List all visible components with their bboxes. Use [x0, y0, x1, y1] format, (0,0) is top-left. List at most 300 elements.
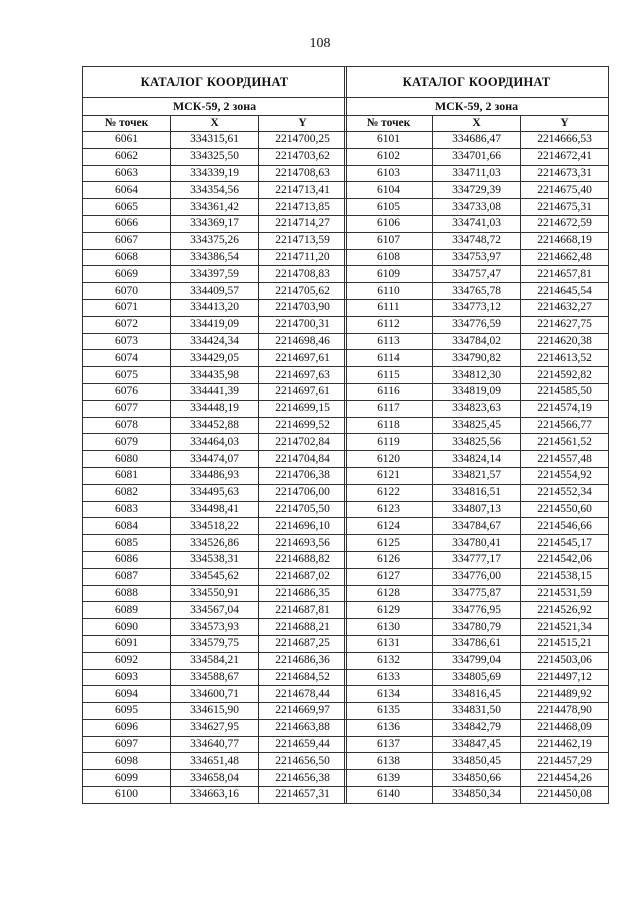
- x-coordinate-cell: 334409,57: [171, 283, 259, 300]
- table-row: [83, 635, 347, 652]
- point-number-cell: 6138: [345, 753, 433, 770]
- point-number-cell: 6090: [83, 619, 171, 636]
- x-coordinate-cell: 334579,75: [171, 635, 259, 652]
- point-number-cell: 6130: [345, 619, 433, 636]
- point-number-cell: 6096: [83, 719, 171, 736]
- table-row: [83, 165, 347, 182]
- x-coordinate-cell: 334474,07: [171, 451, 259, 468]
- x-coordinate-cell: 334775,87: [433, 585, 521, 602]
- y-coordinate-cell: 2214703,62: [259, 148, 347, 165]
- point-number-cell: 6067: [83, 232, 171, 249]
- x-coordinate-cell: 334686,47: [433, 132, 521, 149]
- y-coordinate-cell: 2214659,44: [259, 736, 347, 753]
- point-number-cell: 6135: [345, 703, 433, 720]
- y-coordinate-cell: 2214702,84: [259, 434, 347, 451]
- point-number-cell: 6140: [345, 787, 433, 804]
- point-number-cell: 6129: [345, 602, 433, 619]
- table-row: [83, 199, 347, 216]
- x-coordinate-cell: 334850,34: [433, 787, 521, 804]
- table-row: [345, 551, 609, 568]
- x-coordinate-cell: 334733,08: [433, 199, 521, 216]
- point-number-cell: 6095: [83, 703, 171, 720]
- table-row: [83, 602, 347, 619]
- point-number-cell: 6110: [345, 283, 433, 300]
- y-coordinate-cell: 2214545,17: [521, 535, 609, 552]
- table-row: [83, 652, 347, 669]
- x-coordinate-cell: 334452,88: [171, 417, 259, 434]
- y-coordinate-cell: 2214703,90: [259, 299, 347, 316]
- point-number-cell: 6064: [83, 182, 171, 199]
- x-coordinate-cell: 334486,93: [171, 467, 259, 484]
- y-coordinate-cell: 2214454,26: [521, 770, 609, 787]
- y-coordinate-cell: 2214489,92: [521, 686, 609, 703]
- x-coordinate-cell: 334711,03: [433, 165, 521, 182]
- x-coordinate-cell: 334429,05: [171, 350, 259, 367]
- point-number-cell: 6105: [345, 199, 433, 216]
- x-coordinate-cell: 334824,14: [433, 451, 521, 468]
- point-number-cell: 6132: [345, 652, 433, 669]
- x-coordinate-cell: 334441,39: [171, 383, 259, 400]
- table-row: [83, 400, 347, 417]
- table-row: [83, 383, 347, 400]
- table-row: [83, 686, 347, 703]
- table-row: [83, 367, 347, 384]
- x-coordinate-cell: 334573,93: [171, 619, 259, 636]
- table-row: [345, 215, 609, 232]
- x-coordinate-cell: 334799,04: [433, 652, 521, 669]
- y-coordinate-cell: 2214688,82: [259, 551, 347, 568]
- y-coordinate-cell: 2214620,38: [521, 333, 609, 350]
- point-number-cell: 6127: [345, 568, 433, 585]
- y-coordinate-cell: 2214672,41: [521, 148, 609, 165]
- y-coordinate-cell: 2214613,52: [521, 350, 609, 367]
- table-row: [345, 333, 609, 350]
- point-number-cell: 6101: [345, 132, 433, 149]
- point-number-cell: 6103: [345, 165, 433, 182]
- y-coordinate-cell: 2214700,31: [259, 316, 347, 333]
- table-row: [345, 299, 609, 316]
- point-number-cell: 6136: [345, 719, 433, 736]
- x-coordinate-cell: 334819,09: [433, 383, 521, 400]
- point-number-cell: 6085: [83, 535, 171, 552]
- point-number-cell: 6115: [345, 367, 433, 384]
- x-coordinate-cell: 334518,22: [171, 518, 259, 535]
- table-row: [345, 434, 609, 451]
- point-number-cell: 6089: [83, 602, 171, 619]
- point-number-cell: 6112: [345, 316, 433, 333]
- header-y: Y: [259, 116, 347, 132]
- table-row: [345, 787, 609, 804]
- x-coordinate-cell: 334584,21: [171, 652, 259, 669]
- table-row: [345, 350, 609, 367]
- y-coordinate-cell: 2214497,12: [521, 669, 609, 686]
- y-coordinate-cell: 2214705,62: [259, 283, 347, 300]
- y-coordinate-cell: 2214657,81: [521, 266, 609, 283]
- y-coordinate-cell: 2214708,83: [259, 266, 347, 283]
- point-number-cell: 6071: [83, 299, 171, 316]
- y-coordinate-cell: 2214706,38: [259, 467, 347, 484]
- point-number-cell: 6137: [345, 736, 433, 753]
- y-coordinate-cell: 2214713,85: [259, 199, 347, 216]
- catalog-title: КАТАЛОГ КООРДИНАТ: [83, 67, 347, 98]
- point-number-cell: 6131: [345, 635, 433, 652]
- table-row: [83, 283, 347, 300]
- x-coordinate-cell: 334807,13: [433, 501, 521, 518]
- point-number-cell: 6117: [345, 400, 433, 417]
- y-coordinate-cell: 2214672,59: [521, 215, 609, 232]
- table-row: [345, 535, 609, 552]
- coordinate-table-right: [344, 66, 609, 804]
- x-coordinate-cell: 334780,41: [433, 535, 521, 552]
- x-coordinate-cell: 334386,54: [171, 249, 259, 266]
- y-coordinate-cell: 2214554,92: [521, 467, 609, 484]
- table-row: [83, 266, 347, 283]
- table-row: [345, 585, 609, 602]
- point-number-cell: 6128: [345, 585, 433, 602]
- y-coordinate-cell: 2214462,19: [521, 736, 609, 753]
- table-row: [83, 669, 347, 686]
- table-row: [345, 199, 609, 216]
- y-coordinate-cell: 2214557,48: [521, 451, 609, 468]
- table-row: [83, 316, 347, 333]
- y-coordinate-cell: 2214668,19: [521, 232, 609, 249]
- table-row: [345, 518, 609, 535]
- x-coordinate-cell: 334375,26: [171, 232, 259, 249]
- y-coordinate-cell: 2214699,15: [259, 400, 347, 417]
- table-row: [83, 753, 347, 770]
- x-coordinate-cell: 334567,04: [171, 602, 259, 619]
- table-row: [83, 467, 347, 484]
- table-row: [83, 770, 347, 787]
- point-number-cell: 6106: [345, 215, 433, 232]
- y-coordinate-cell: 2214592,82: [521, 367, 609, 384]
- y-coordinate-cell: 2214678,44: [259, 686, 347, 703]
- header-x: X: [433, 116, 521, 132]
- table-row: [345, 451, 609, 468]
- point-number-cell: 6087: [83, 568, 171, 585]
- point-number-cell: 6070: [83, 283, 171, 300]
- y-coordinate-cell: 2214713,59: [259, 232, 347, 249]
- point-number-cell: 6074: [83, 350, 171, 367]
- y-coordinate-cell: 2214656,38: [259, 770, 347, 787]
- y-coordinate-cell: 2214656,50: [259, 753, 347, 770]
- table-row: [83, 484, 347, 501]
- table-row: [345, 619, 609, 636]
- y-coordinate-cell: 2214673,31: [521, 165, 609, 182]
- y-coordinate-cell: 2214675,40: [521, 182, 609, 199]
- y-coordinate-cell: 2214688,21: [259, 619, 347, 636]
- point-number-cell: 6119: [345, 434, 433, 451]
- y-coordinate-cell: 2214704,84: [259, 451, 347, 468]
- page-number: 108: [309, 36, 331, 51]
- x-coordinate-cell: 334498,41: [171, 501, 259, 518]
- y-coordinate-cell: 2214711,20: [259, 249, 347, 266]
- y-coordinate-cell: 2214645,54: [521, 283, 609, 300]
- y-coordinate-cell: 2214468,09: [521, 719, 609, 736]
- header-x: X: [171, 116, 259, 132]
- y-coordinate-cell: 2214708,63: [259, 165, 347, 182]
- table-row: [345, 736, 609, 753]
- table-row: [345, 132, 609, 149]
- x-coordinate-cell: 334729,39: [433, 182, 521, 199]
- table-row: [83, 719, 347, 736]
- y-coordinate-cell: 2214542,06: [521, 551, 609, 568]
- x-coordinate-cell: 334776,95: [433, 602, 521, 619]
- point-number-cell: 6113: [345, 333, 433, 350]
- point-number-cell: 6097: [83, 736, 171, 753]
- x-coordinate-cell: 334776,59: [433, 316, 521, 333]
- point-number-cell: 6120: [345, 451, 433, 468]
- header-point-number: № точек: [83, 116, 171, 132]
- table-row: [83, 535, 347, 552]
- x-coordinate-cell: 334361,42: [171, 199, 259, 216]
- table-row: [83, 736, 347, 753]
- x-coordinate-cell: 334550,91: [171, 585, 259, 602]
- table-row: [83, 585, 347, 602]
- y-coordinate-cell: 2214699,52: [259, 417, 347, 434]
- table-row: [345, 249, 609, 266]
- table-row: [83, 568, 347, 585]
- table-row: [345, 635, 609, 652]
- y-coordinate-cell: 2214552,34: [521, 484, 609, 501]
- table-row: [83, 787, 347, 804]
- x-coordinate-cell: 334776,00: [433, 568, 521, 585]
- x-coordinate-cell: 334784,67: [433, 518, 521, 535]
- point-number-cell: 6098: [83, 753, 171, 770]
- x-coordinate-cell: 334627,95: [171, 719, 259, 736]
- zone-label: МСК-59, 2 зона: [345, 98, 609, 116]
- y-coordinate-cell: 2214700,25: [259, 132, 347, 149]
- y-coordinate-cell: 2214566,77: [521, 417, 609, 434]
- point-number-cell: 6102: [345, 148, 433, 165]
- point-number-cell: 6083: [83, 501, 171, 518]
- x-coordinate-cell: 334825,56: [433, 434, 521, 451]
- table-row: [83, 451, 347, 468]
- point-number-cell: 6104: [345, 182, 433, 199]
- x-coordinate-cell: 334816,45: [433, 686, 521, 703]
- x-coordinate-cell: 334790,82: [433, 350, 521, 367]
- x-coordinate-cell: 334773,12: [433, 299, 521, 316]
- point-number-cell: 6124: [345, 518, 433, 535]
- x-coordinate-cell: 334651,48: [171, 753, 259, 770]
- y-coordinate-cell: 2214706,00: [259, 484, 347, 501]
- point-number-cell: 6082: [83, 484, 171, 501]
- y-coordinate-cell: 2214693,56: [259, 535, 347, 552]
- table-row: [345, 367, 609, 384]
- table-row: [83, 232, 347, 249]
- y-coordinate-cell: 2214561,52: [521, 434, 609, 451]
- x-coordinate-cell: 334780,79: [433, 619, 521, 636]
- table-row: [345, 467, 609, 484]
- table-row: [345, 770, 609, 787]
- header-y: Y: [521, 116, 609, 132]
- point-number-cell: 6065: [83, 199, 171, 216]
- y-coordinate-cell: 2214632,27: [521, 299, 609, 316]
- y-coordinate-cell: 2214687,25: [259, 635, 347, 652]
- y-coordinate-cell: 2214697,61: [259, 383, 347, 400]
- x-coordinate-cell: 334397,59: [171, 266, 259, 283]
- x-coordinate-cell: 334842,79: [433, 719, 521, 736]
- table-row: [345, 182, 609, 199]
- x-coordinate-cell: 334784,02: [433, 333, 521, 350]
- x-coordinate-cell: 334588,67: [171, 669, 259, 686]
- x-coordinate-cell: 334831,50: [433, 703, 521, 720]
- table-row: [83, 417, 347, 434]
- x-coordinate-cell: 334847,45: [433, 736, 521, 753]
- table-row: [345, 316, 609, 333]
- point-number-cell: 6111: [345, 299, 433, 316]
- x-coordinate-cell: 334701,66: [433, 148, 521, 165]
- table-row: [345, 383, 609, 400]
- x-coordinate-cell: 334526,86: [171, 535, 259, 552]
- x-coordinate-cell: 334753,97: [433, 249, 521, 266]
- table-row: [83, 551, 347, 568]
- table-row: [83, 182, 347, 199]
- x-coordinate-cell: 334765,78: [433, 283, 521, 300]
- x-coordinate-cell: 334615,90: [171, 703, 259, 720]
- table-row: [83, 518, 347, 535]
- y-coordinate-cell: 2214675,31: [521, 199, 609, 216]
- table-row: [83, 350, 347, 367]
- table-row: [83, 501, 347, 518]
- point-number-cell: 6061: [83, 132, 171, 149]
- point-number-cell: 6121: [345, 467, 433, 484]
- y-coordinate-cell: 2214515,21: [521, 635, 609, 652]
- x-coordinate-cell: 334424,34: [171, 333, 259, 350]
- y-coordinate-cell: 2214687,02: [259, 568, 347, 585]
- x-coordinate-cell: 334823,63: [433, 400, 521, 417]
- point-number-cell: 6139: [345, 770, 433, 787]
- point-number-cell: 6086: [83, 551, 171, 568]
- x-coordinate-cell: 334812,30: [433, 367, 521, 384]
- x-coordinate-cell: 334786,61: [433, 635, 521, 652]
- table-row: [345, 686, 609, 703]
- y-coordinate-cell: 2214666,53: [521, 132, 609, 149]
- point-number-cell: 6080: [83, 451, 171, 468]
- table-row: [83, 132, 347, 149]
- y-coordinate-cell: 2214585,50: [521, 383, 609, 400]
- x-coordinate-cell: 334448,19: [171, 400, 259, 417]
- y-coordinate-cell: 2214627,75: [521, 316, 609, 333]
- table-row: [345, 501, 609, 518]
- y-coordinate-cell: 2214698,46: [259, 333, 347, 350]
- y-coordinate-cell: 2214450,08: [521, 787, 609, 804]
- x-coordinate-cell: 334658,04: [171, 770, 259, 787]
- x-coordinate-cell: 334325,50: [171, 148, 259, 165]
- y-coordinate-cell: 2214503,06: [521, 652, 609, 669]
- table-row: [83, 249, 347, 266]
- y-coordinate-cell: 2214478,90: [521, 703, 609, 720]
- table-row: [345, 719, 609, 736]
- x-coordinate-cell: 334777,17: [433, 551, 521, 568]
- x-coordinate-cell: 334850,66: [433, 770, 521, 787]
- table-row: [345, 417, 609, 434]
- x-coordinate-cell: 334413,20: [171, 299, 259, 316]
- point-number-cell: 6072: [83, 316, 171, 333]
- y-coordinate-cell: 2214684,52: [259, 669, 347, 686]
- table-row: [345, 669, 609, 686]
- point-number-cell: 6062: [83, 148, 171, 165]
- x-coordinate-cell: 334821,57: [433, 467, 521, 484]
- point-number-cell: 6094: [83, 686, 171, 703]
- table-row: [83, 215, 347, 232]
- y-coordinate-cell: 2214662,48: [521, 249, 609, 266]
- table-row: [345, 753, 609, 770]
- point-number-cell: 6075: [83, 367, 171, 384]
- table-row: [83, 333, 347, 350]
- point-number-cell: 6123: [345, 501, 433, 518]
- x-coordinate-cell: 334315,61: [171, 132, 259, 149]
- x-coordinate-cell: 334748,72: [433, 232, 521, 249]
- x-coordinate-cell: 334663,16: [171, 787, 259, 804]
- y-coordinate-cell: 2214521,34: [521, 619, 609, 636]
- y-coordinate-cell: 2214686,36: [259, 652, 347, 669]
- point-number-cell: 6093: [83, 669, 171, 686]
- point-number-cell: 6134: [345, 686, 433, 703]
- y-coordinate-cell: 2214687,81: [259, 602, 347, 619]
- point-number-cell: 6091: [83, 635, 171, 652]
- point-number-cell: 6084: [83, 518, 171, 535]
- point-number-cell: 6109: [345, 266, 433, 283]
- x-coordinate-cell: 334757,47: [433, 266, 521, 283]
- table-row: [345, 652, 609, 669]
- x-coordinate-cell: 334825,45: [433, 417, 521, 434]
- x-coordinate-cell: 334495,63: [171, 484, 259, 501]
- x-coordinate-cell: 334545,62: [171, 568, 259, 585]
- y-coordinate-cell: 2214550,60: [521, 501, 609, 518]
- x-coordinate-cell: 334339,19: [171, 165, 259, 182]
- point-number-cell: 6126: [345, 551, 433, 568]
- x-coordinate-cell: 334816,51: [433, 484, 521, 501]
- x-coordinate-cell: 334850,45: [433, 753, 521, 770]
- y-coordinate-cell: 2214697,63: [259, 367, 347, 384]
- y-coordinate-cell: 2214663,88: [259, 719, 347, 736]
- table-row: [345, 266, 609, 283]
- x-coordinate-cell: 334369,17: [171, 215, 259, 232]
- table-row: [345, 283, 609, 300]
- point-number-cell: 6108: [345, 249, 433, 266]
- x-coordinate-cell: 334435,98: [171, 367, 259, 384]
- point-number-cell: 6069: [83, 266, 171, 283]
- table-row: [345, 232, 609, 249]
- y-coordinate-cell: 2214574,19: [521, 400, 609, 417]
- x-coordinate-cell: 334805,69: [433, 669, 521, 686]
- point-number-cell: 6079: [83, 434, 171, 451]
- y-coordinate-cell: 2214686,35: [259, 585, 347, 602]
- point-number-cell: 6100: [83, 787, 171, 804]
- y-coordinate-cell: 2214457,29: [521, 753, 609, 770]
- y-coordinate-cell: 2214713,41: [259, 182, 347, 199]
- y-coordinate-cell: 2214669,97: [259, 703, 347, 720]
- x-coordinate-cell: 334741,03: [433, 215, 521, 232]
- y-coordinate-cell: 2214697,61: [259, 350, 347, 367]
- table-row: [345, 165, 609, 182]
- table-row: [83, 619, 347, 636]
- x-coordinate-cell: 334354,56: [171, 182, 259, 199]
- y-coordinate-cell: 2214546,66: [521, 518, 609, 535]
- point-number-cell: 6122: [345, 484, 433, 501]
- point-number-cell: 6063: [83, 165, 171, 182]
- table-row: [345, 400, 609, 417]
- point-number-cell: 6077: [83, 400, 171, 417]
- coordinate-table-left: [82, 66, 347, 804]
- y-coordinate-cell: 2214657,31: [259, 787, 347, 804]
- point-number-cell: 6088: [83, 585, 171, 602]
- point-number-cell: 6099: [83, 770, 171, 787]
- table-row: [345, 703, 609, 720]
- table-row: [345, 568, 609, 585]
- table-row: [345, 602, 609, 619]
